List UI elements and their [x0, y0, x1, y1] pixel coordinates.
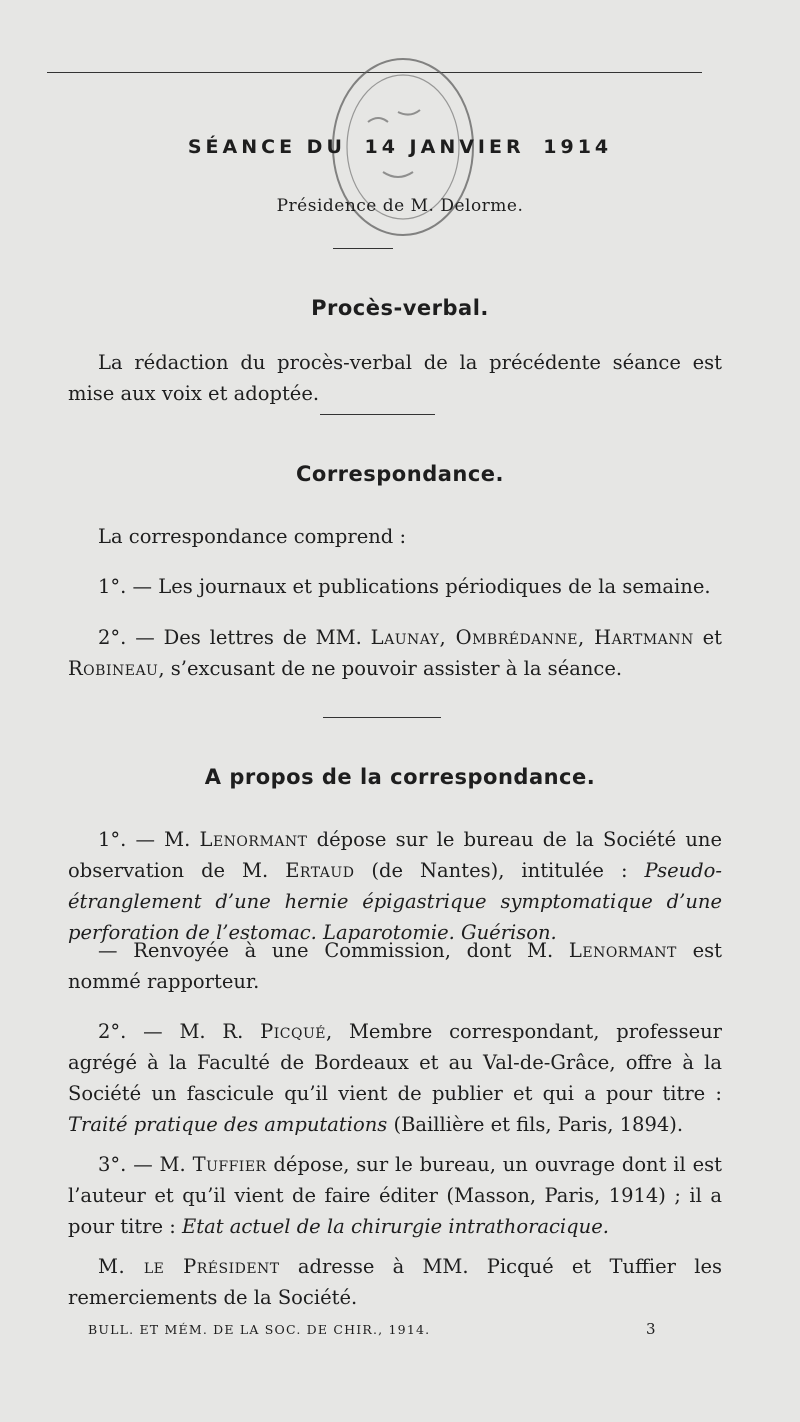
- p1f-rest: est nommé rapporteur.: [68, 939, 722, 993]
- separator-rule-2: [323, 717, 441, 718]
- footer-journal: BULL. ET MÉM. DE LA SOC. DE CHIR., 1914.: [88, 1322, 431, 1337]
- short-rule-1: [333, 248, 393, 249]
- section-title-correspondance: Correspondance.: [295, 462, 505, 486]
- item2-rest: , s’excusant de ne pouvoir assister à la séance.: [158, 657, 623, 680]
- p3-name: Tuffier: [192, 1153, 267, 1176]
- p1-mid: dépose sur le bureau de la Société une observation de M.: [68, 828, 722, 882]
- p2-mid: , Membre correspondant, professeur agrégé à la Faculté de Bordeaux et au Val-de-Grâce, offre à la Société un fascicule qu’il vient de publier et qui a pour titre :: [68, 1020, 722, 1105]
- item2-name-last: Robineau: [68, 657, 159, 680]
- p2-name: Picqué: [260, 1020, 326, 1043]
- section-title-proces-verbal: Procès-verbal.: [311, 296, 489, 320]
- p1f-lead: — Renvoyée à une Commission, dont M.: [98, 939, 569, 962]
- proces-verbal-text: La rédaction du procès-verbal de la précédente séance est mise aux voix et adoptée.: [68, 351, 722, 405]
- seance-label: SÉANCE DU: [187, 136, 346, 158]
- p1-lead: 1°. — M.: [98, 828, 200, 851]
- seance-year: 1914: [543, 136, 613, 158]
- p1-name2: Ertaud: [285, 859, 355, 882]
- p2-title: Traité pratique des amputations: [68, 1113, 388, 1136]
- item2-and: et: [693, 626, 722, 649]
- a-propos-para-1-follow: [68, 935, 722, 997]
- correspondance-item-2: [68, 622, 722, 684]
- item2-names: Launay, Ombrédanne, Hartmann: [370, 626, 694, 649]
- p3-title: Etat actuel de la chirurgie intrathoracique.: [182, 1215, 609, 1238]
- a-propos-para-3: [68, 1149, 722, 1242]
- correspondance-item-1: 1°. — Les journaux et publications périodiques de la semaine.: [98, 575, 711, 598]
- p1-mid2: (de Nantes), intitulée :: [354, 859, 645, 882]
- p1-title: Pseudo-étranglement d’une hernie épigastrique symptomatique d’une perforation de l’estomac. Laparotomie. Guérison.: [68, 859, 722, 944]
- item2-lead: 2°. — Des lettres de MM.: [98, 626, 371, 649]
- seance-heading: [0, 136, 800, 158]
- section-title-a-propos: A propos de la correspondance.: [204, 765, 596, 789]
- page-number: 3: [646, 1320, 656, 1338]
- p2-rest: (Baillière et fils, Paris, 1894).: [387, 1113, 684, 1136]
- p1f-name: Lenormant: [568, 939, 677, 962]
- p3-lead: 3°. — M.: [98, 1153, 193, 1176]
- a-propos-para-4: [68, 1251, 722, 1313]
- seance-date: 14 JANVIER: [364, 136, 525, 158]
- a-propos-para-2: [68, 1016, 722, 1140]
- correspondance-intro: La correspondance comprend :: [98, 525, 407, 548]
- separator-rule-1: [320, 414, 435, 415]
- presidence-line: Présidence de M. Delorme.: [276, 196, 524, 216]
- a-propos-para-1: [68, 824, 722, 948]
- p4-name: M. le Président: [98, 1255, 280, 1278]
- p1-name: Lenormant: [199, 828, 308, 851]
- p2-lead: 2°. — M. R.: [98, 1020, 261, 1043]
- p4-rest: adresse à MM. Picqué et Tuffier les remerciements de la Société.: [68, 1255, 722, 1309]
- p3-mid: dépose, sur le bureau, un ouvrage dont il est l’auteur et qu’il vient de faire éditer (Masson, Paris, 1914) ; il a pour titre :: [68, 1153, 722, 1238]
